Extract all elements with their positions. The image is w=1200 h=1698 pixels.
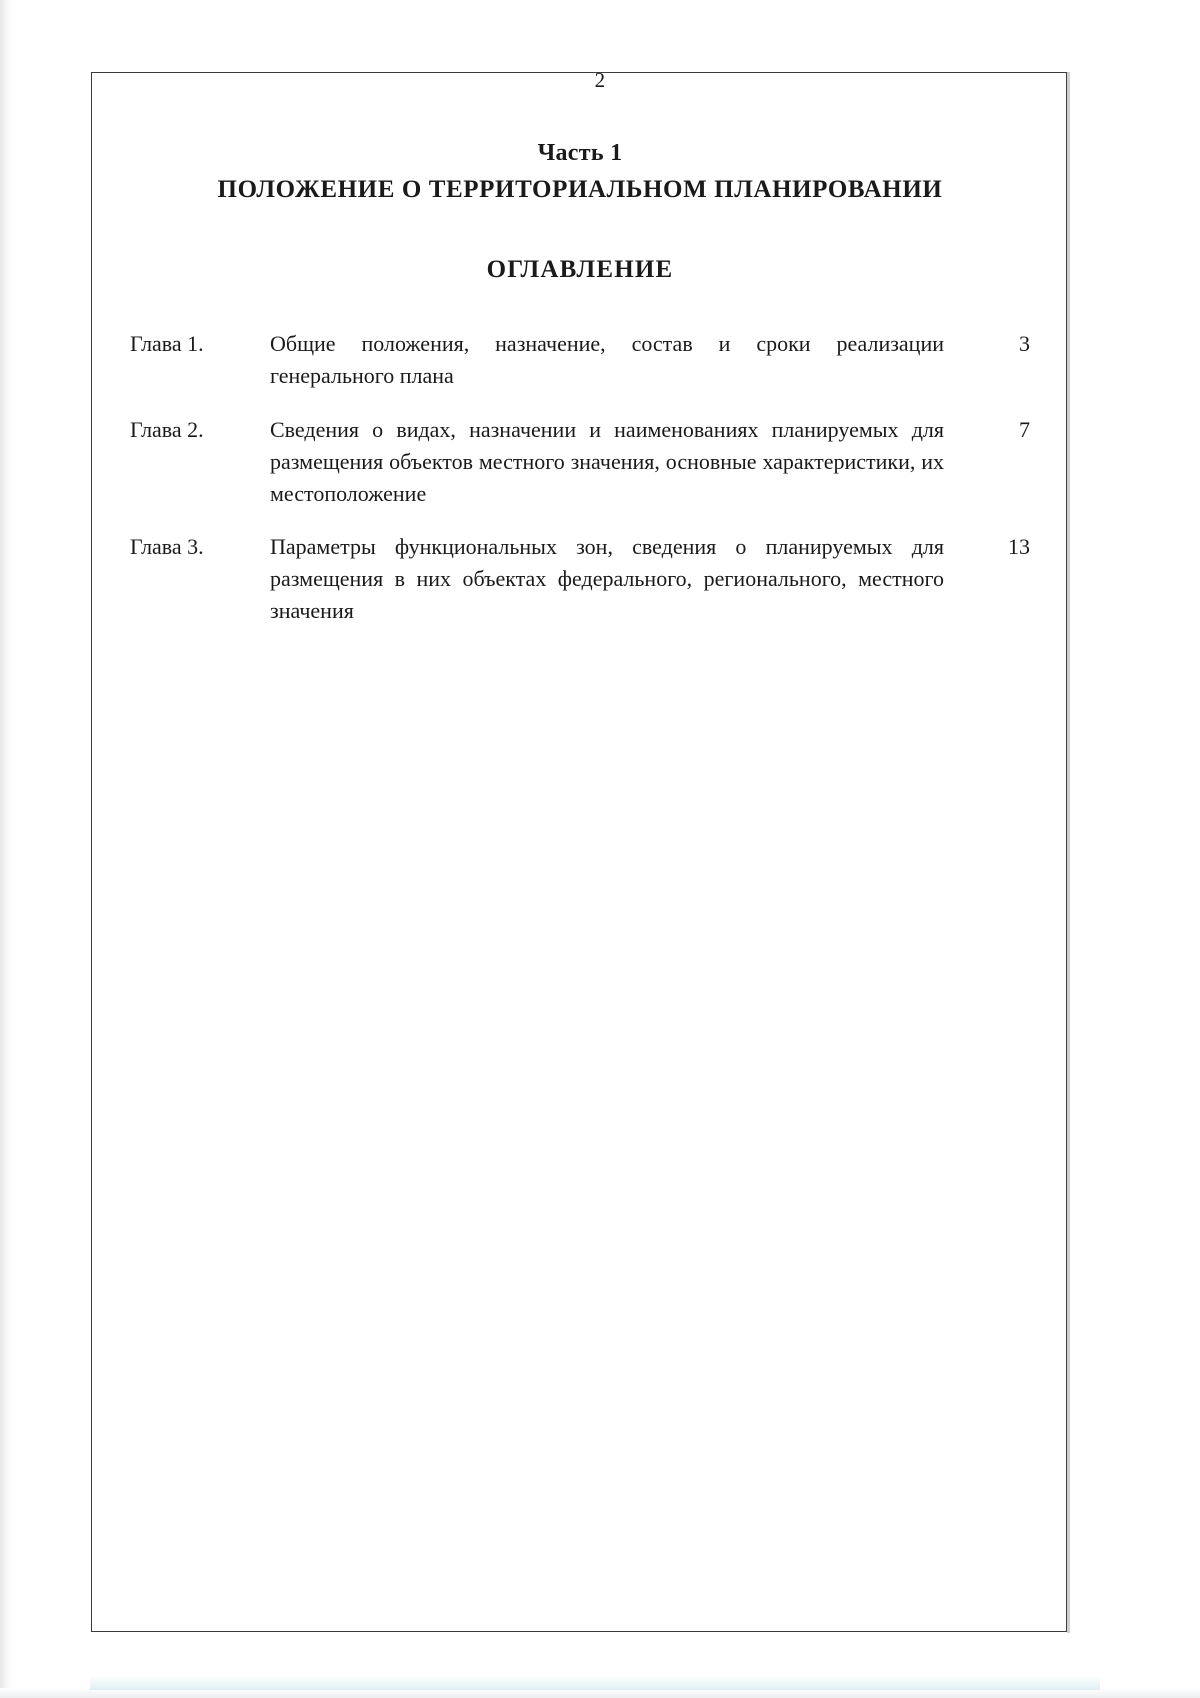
toc-entry-page: 3 [1019, 331, 1030, 356]
toc-entry-chapter: Глава 1. [130, 331, 204, 356]
toc-entry-page: 7 [1019, 416, 1030, 442]
page-border-shadow [1067, 72, 1070, 1633]
toc-entry [130, 328, 1030, 392]
toc-entry [130, 531, 1030, 627]
toc-heading: ОГЛАВЛЕНИЕ [486, 256, 674, 283]
table-of-contents [130, 328, 1030, 627]
toc-entry-chapter: Глава 2. [130, 416, 204, 442]
scan-edge-left [0, 0, 12, 1698]
toc-entry [130, 414, 1030, 510]
page-number: 2 [594, 68, 606, 92]
toc-entry-title: Параметры функциональных зон, сведения о планируемых для размещения в них объектах федерального, регионального, местного значения [270, 534, 944, 624]
toc-entry-page: 13 [1008, 534, 1030, 560]
part-title: Часть 1 [537, 140, 623, 166]
page-content [130, 140, 1030, 649]
document-title: ПОЛОЖЕНИЕ О ТЕРРИТОРИАЛЬНОМ ПЛАНИРОВАНИИ [217, 176, 943, 203]
toc-entry-title: Сведения о видах, назначении и наименованиях планируемых для размещения объектов местного значения, основные характеристики, их местоположение [270, 416, 944, 506]
toc-entry-chapter: Глава 3. [130, 534, 204, 560]
toc-entry-title: Общие положения, назначение, состав и сроки реализации генерального плана [270, 331, 944, 388]
scan-tint-bottom [90, 1676, 1100, 1690]
